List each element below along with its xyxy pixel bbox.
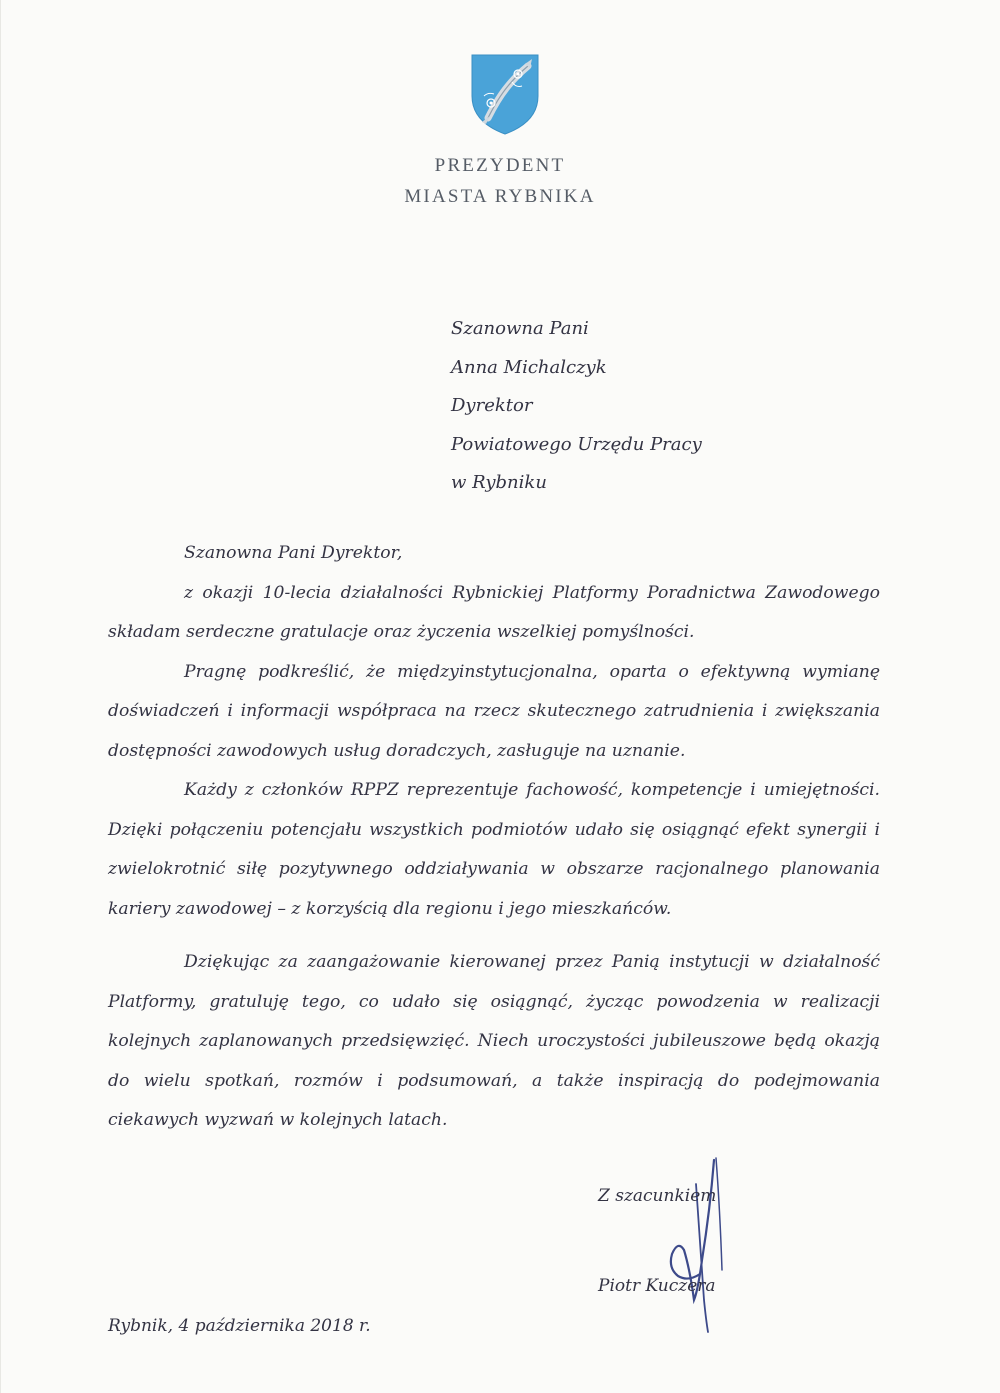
- letter-body: [108, 534, 880, 1141]
- header-title-line1: PREZYDENT: [434, 155, 566, 176]
- date-line: Rybnik, 4 października 2018 r.: [108, 1316, 371, 1336]
- header-title-line2: MIASTA RYBNIKA: [404, 186, 596, 207]
- letter-paragraph: z okazji 10-lecia działalności Rybnickiej Platformy Poradnictwa Zawodowego składam serdeczne gratulacje oraz życzenia wszelkiej pomyślności.: [108, 582, 880, 642]
- addressee-city: w Rybniku: [451, 472, 547, 493]
- letter-paragraph: Dziękując za zaangażowanie kierowanej przez Panią instytucji w działalność Platformy, gratuluję tego, co udało się osiągnąć, życząc powodzenia w realizacji kolejnych zaplanowanych przedsięwzięć. Niech uroczystości jubileuszowe będą okazją do wielu spotkań, rozmów i podsumowań, a także inspiracją do podejmowania ciekawych wyzwań w kolejnych latach.: [108, 952, 880, 1130]
- addressee-name: Anna Michalczyk: [451, 356, 607, 378]
- addressee-institution: Powiatowego Urzędu Pracy: [451, 433, 702, 455]
- coat-of-arms-icon: [468, 52, 542, 136]
- signer-name: Piotr Kuczera: [598, 1276, 716, 1296]
- letter-paragraph: Pragnę podkreślić, że międzyinstytucjonalna, oparta o efektywną wymianę doświadczeń i informacji współpraca na rzecz skutecznego zatrudnienia i zwiększania dostępności zawodowych usług doradczych, zasługuje na uznanie.: [108, 661, 880, 761]
- letter-paragraph: Każdy z członków RPPZ reprezentuje fachowość, kompetencje i umiejętności. Dzięki połączeniu potencjału wszystkich podmiotów udało się osiągnąć efekt synergii i zwielokrotnić siłę pozytywnego oddziaływania w obszarze racjonalnego planowania kariery zawodowej – z korzyścią dla regionu i jego mieszkańców.: [108, 780, 880, 919]
- handwritten-signature: [640, 1150, 740, 1340]
- addressee-greeting: Szanowna Pani: [451, 318, 589, 339]
- letter-salutation: Szanowna Pani Dyrektor,: [184, 543, 403, 563]
- closing-phrase: Z szacunkiem: [598, 1186, 717, 1206]
- addressee-title: Dyrektor: [451, 395, 533, 416]
- addressee-block: [451, 310, 871, 503]
